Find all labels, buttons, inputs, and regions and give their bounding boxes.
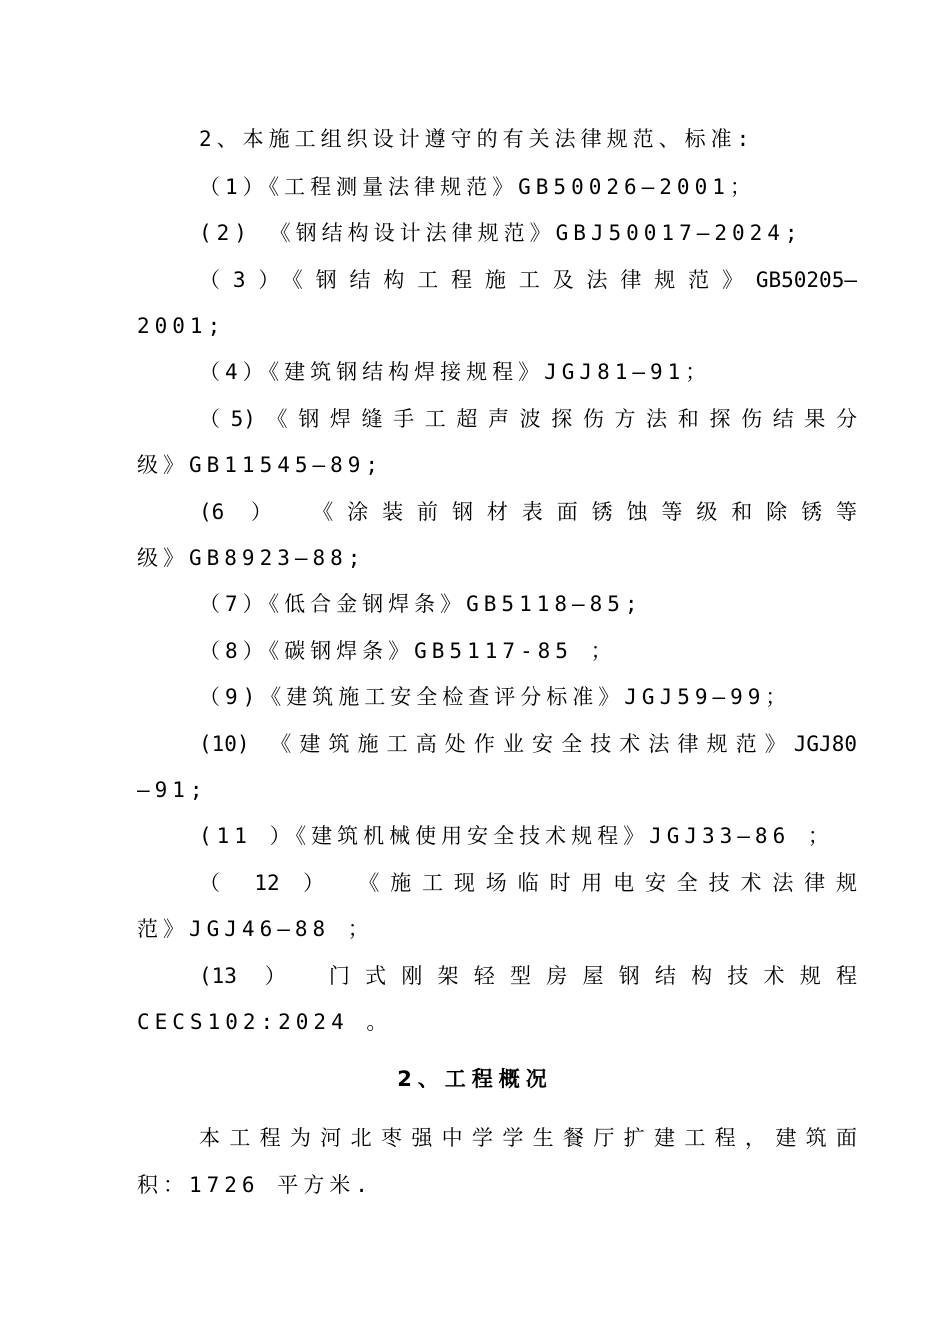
standard-item-6-line2: 级》GB8923—88;	[137, 546, 366, 570]
standards-intro: 2、本施工组织设计遵守的有关法律规范、标准:	[199, 127, 755, 151]
standard-item-3-line1: （3）《钢结构工程施工及法律规范》GB50205—	[199, 268, 857, 292]
standard-item-5-line2: 级》GB11545—89;	[137, 453, 384, 477]
standard-item-12-line1: （ 12 ） 《施工现场临时用电安全技术法律规	[199, 871, 857, 895]
overview-line1: 本工程为河北枣强中学学生餐厅扩建工程，建筑面	[199, 1126, 857, 1150]
standard-item-9: （9)《建筑施工安全检查评分标准》JGJ59—99；	[199, 685, 792, 709]
standard-item-10-line1: (10) 《建筑施工高处作业安全技术法律规范》JGJ80	[199, 732, 857, 756]
standard-item-10-line2: —91;	[137, 778, 208, 802]
overview-line2: 积：1726 平方米.	[137, 1173, 373, 1197]
standard-item-2: (2) 《钢结构设计法律规范》GBJ50017—2024;	[199, 221, 803, 245]
standard-item-1: （1）《工程测量法律规范》GB50026—2001；	[199, 175, 756, 199]
standard-item-4: （4）《建筑钢结构焊接规程》JGJ81—91；	[199, 360, 712, 384]
standard-item-3-line2: 2001;	[137, 314, 226, 338]
standard-item-13-line1: (13 ） 门式刚架轻型房屋钢结构技术规程	[199, 964, 857, 988]
standard-item-6-line1: (6 ） 《涂装前钢材表面锈蚀等级和除锈等	[199, 500, 857, 524]
standard-item-13-line2: CECS102:2024 。	[137, 1010, 393, 1034]
standard-item-11: (11 ）《建筑机械使用安全技术规程》JGJ33—86 ；	[199, 824, 834, 848]
section-heading: 2、工程概况	[397, 1067, 553, 1091]
standard-item-12-line2: 范》JGJ46—88 ；	[137, 917, 374, 941]
standard-item-8: （8）《碳钢焊条》GB5117-85 ；	[199, 639, 617, 663]
standard-item-5-line1: （5)《钢焊缝手工超声波探伤方法和探伤结果分	[199, 407, 857, 431]
standard-item-7: （7）《低合金钢焊条》GB5118—85;	[199, 592, 643, 616]
